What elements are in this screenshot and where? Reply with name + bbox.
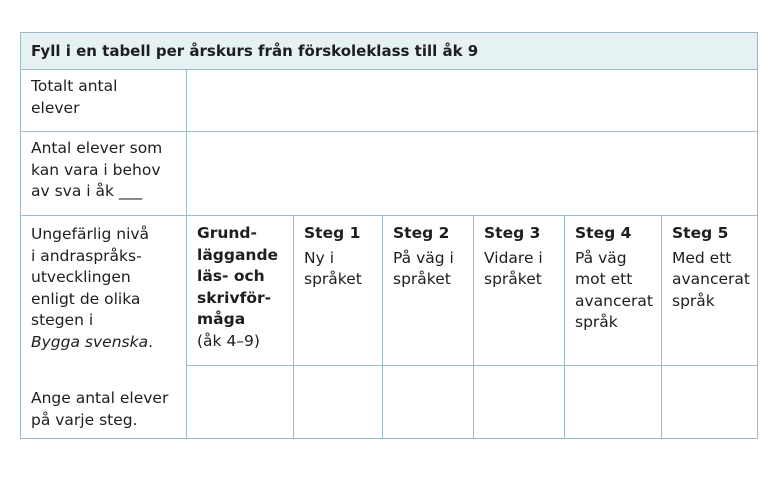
- count-step-2-input[interactable]: [383, 366, 474, 438]
- count-step-4-input[interactable]: [565, 366, 662, 438]
- sva-need-input-cell[interactable]: [187, 132, 757, 216]
- count-basic-input[interactable]: [187, 366, 294, 438]
- step-5-header: Steg 5 Med ett avancerat språk: [662, 216, 757, 366]
- table-title: Fyll i en tabell per årskurs från förskoleklass till åk 9: [21, 33, 757, 70]
- step-2-header: Steg 2 På väg i språket: [383, 216, 474, 366]
- total-students-label: Totalt antal elever: [21, 70, 187, 132]
- count-step-3-input[interactable]: [474, 366, 565, 438]
- total-students-input-cell[interactable]: [187, 70, 757, 132]
- step-4-header: Steg 4 På väg mot ett avancerat språk: [565, 216, 662, 366]
- survey-table: [20, 32, 758, 439]
- step-1-header: Steg 1 Ny i språket: [294, 216, 383, 366]
- count-step-5-input[interactable]: [662, 366, 757, 438]
- level-label: Ungefärlig nivå i andraspråks- utvecklingen enligt de olika stegen i Bygga svenska.: [21, 216, 187, 366]
- sva-need-label: Antal elever som kan vara i behov av sva i åk ___: [21, 132, 187, 216]
- count-step-1-input[interactable]: [294, 366, 383, 438]
- count-label: Ange antal elever på varje steg.: [21, 366, 187, 438]
- step-basic-header: Grund- läggande läs- och skrivför- måga (åk 4–9): [187, 216, 294, 366]
- step-3-header: Steg 3 Vidare i språket: [474, 216, 565, 366]
